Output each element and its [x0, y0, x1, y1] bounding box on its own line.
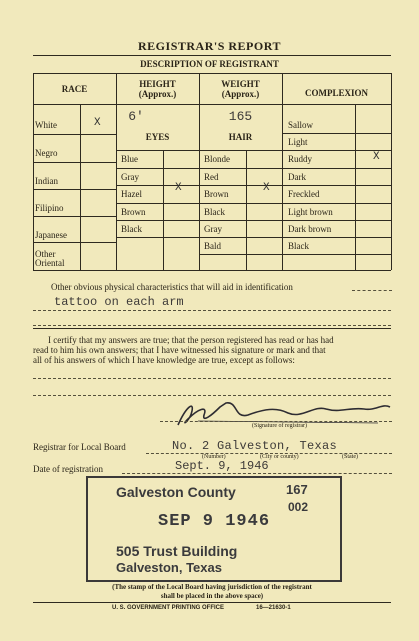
stamp-note-line-2: shall be placed in the above space): [160, 592, 264, 600]
certification-line-3: all of his answers of which I have knowledge are true, except as follows:: [33, 355, 295, 365]
complexion-row-line: [282, 168, 391, 169]
complexion-row-line: [282, 133, 391, 134]
complexion-light-label: Light: [288, 137, 308, 147]
registration-date-value: Sept. 9, 1946: [175, 459, 269, 473]
report-subtitle: DESCRIPTION OF REGISTRANT: [140, 59, 279, 69]
hair-bald-label: Bald: [204, 241, 221, 251]
complexion-row-line: [282, 220, 391, 221]
race-header: RACE: [61, 84, 88, 94]
eyes-hair-row-line: [116, 168, 282, 169]
hair-red-label: Red: [204, 172, 219, 182]
title-rule: [33, 55, 391, 56]
complexion-row-line: [282, 203, 391, 204]
complexion-ruddy-label: Ruddy: [288, 154, 313, 164]
race-row-line: [33, 162, 116, 163]
race-divider: [116, 73, 117, 270]
complexion-dark-label: Dark: [288, 172, 306, 182]
complexion-row-line: [282, 185, 391, 186]
eyes-hair-row-line: [116, 237, 282, 238]
eyes-black-label: Black: [121, 224, 142, 234]
race-oriental-label: Oriental: [35, 258, 65, 268]
eyes-header: EYES: [145, 132, 170, 142]
stamp-county: Galveston County: [116, 484, 236, 500]
footer-rule: [33, 602, 391, 603]
complexion-row-line: [282, 254, 391, 255]
complexion-ruddy-mark: X: [373, 151, 380, 163]
race-row-line: [33, 242, 116, 243]
stamp-note-line-1: (The stamp of the Local Board having jurisdiction of the registrant: [112, 583, 312, 591]
table-bottom-border: [33, 270, 391, 271]
state-caption: (State): [342, 454, 358, 460]
hair-header: HAIR: [228, 132, 253, 142]
race-filipino-label: Filipino: [35, 203, 64, 213]
hair-blonde-label: Blonde: [204, 154, 230, 164]
characteristics-value: tattoo on each arm: [54, 295, 184, 309]
report-title: REGISTRAR'S REPORT: [138, 39, 281, 53]
table-right-border: [391, 73, 392, 270]
eyes-hazel-label: Hazel: [121, 189, 142, 199]
eyes-hazel-mark: X: [175, 182, 182, 194]
race-white-mark: X: [94, 117, 101, 129]
characteristics-line-2: [33, 325, 391, 326]
characteristics-label: Other obvious physical characteristics that will aid in identification: [51, 282, 293, 292]
eyes-hair-row-line: [116, 220, 282, 221]
race-row-line: [33, 134, 116, 135]
race-row-line: [33, 189, 116, 190]
signature-line: [160, 421, 392, 422]
weight-header-sub: (Approx.): [221, 89, 260, 99]
local-board-label: Registrar for Local Board: [33, 442, 126, 452]
form-number: 16—21630-1: [256, 605, 291, 611]
certification-line-b: [33, 395, 391, 396]
weight-header: WEIGHT: [221, 79, 260, 89]
eyes-blue-label: Blue: [121, 154, 138, 164]
complexion-row-line: [282, 237, 391, 238]
stamp-address-2: Galveston, Texas: [116, 560, 222, 575]
complexion-dark-brown-label: Dark brown: [288, 224, 332, 234]
eyes-hair-row-line: [116, 203, 282, 204]
weight-value: 165: [228, 109, 253, 124]
complexion-black-label: Black: [288, 241, 309, 251]
hair-brown-label: Brown: [204, 189, 229, 199]
table-top-border: [33, 73, 391, 74]
race-white-label: White: [35, 120, 57, 130]
race-negro-label: Negro: [35, 148, 58, 158]
hair-brown-mark: X: [263, 182, 270, 194]
height-header: HEIGHT: [139, 79, 176, 89]
height-weight-divider: [199, 73, 200, 270]
race-japanese-label: Japanese: [35, 230, 67, 240]
characteristics-label-dash: [352, 290, 392, 291]
characteristics-line-1: [33, 310, 391, 311]
race-indian-label: Indian: [35, 176, 58, 186]
eyes-gray-label: Gray: [121, 172, 139, 182]
complexion-light-brown-label: Light brown: [288, 207, 333, 217]
height-value: 6': [128, 109, 144, 124]
complexion-sallow-label: Sallow: [288, 120, 314, 130]
certification-line-2: read to him his own answers; that I have witnessed his signature or mark and that: [33, 345, 326, 355]
race-mark-divider: [80, 104, 81, 270]
printer-credit: U. S. GOVERNMENT PRINTING OFFICE: [112, 605, 225, 611]
complexion-freckled-label: Freckled: [288, 189, 320, 199]
hair-gray-label: Gray: [204, 224, 222, 234]
number-caption: (Number): [202, 454, 226, 460]
eyes-hair-row-line: [116, 185, 282, 186]
table-left-border: [33, 73, 34, 270]
section-divider: [33, 328, 391, 329]
hair-black-label: Black: [204, 207, 225, 217]
signature-caption: (Signature of registrar): [252, 423, 307, 429]
complexion-mark-divider: [355, 104, 356, 270]
complexion-header: COMPLEXION: [305, 88, 368, 98]
city-caption: (City or county): [260, 454, 299, 460]
local-board-stamp: [86, 476, 342, 582]
stamp-code-2: 002: [288, 500, 309, 514]
eyes-hair-row-line: [199, 254, 282, 255]
race-other-label: Other: [35, 249, 56, 259]
stamp-address-1: 505 Trust Building: [116, 543, 238, 559]
eyes-brown-label: Brown: [121, 207, 146, 217]
stamp-date: SEP 9 1946: [158, 512, 271, 531]
height-header-sub: (Approx.): [138, 89, 177, 99]
header-bottom-border: [33, 104, 391, 105]
stamp-code-1: 167: [286, 482, 308, 497]
certification-line-a: [33, 378, 391, 379]
registration-date-label: Date of registration: [33, 464, 103, 474]
weight-complexion-divider: [282, 73, 283, 270]
race-row-line: [33, 216, 116, 217]
local-board-value: No. 2 Galveston, Texas: [172, 439, 338, 453]
certification-line-1: I certify that my answers are true; that the person registered has read or has had: [48, 335, 334, 345]
registration-date-line: [122, 473, 392, 474]
